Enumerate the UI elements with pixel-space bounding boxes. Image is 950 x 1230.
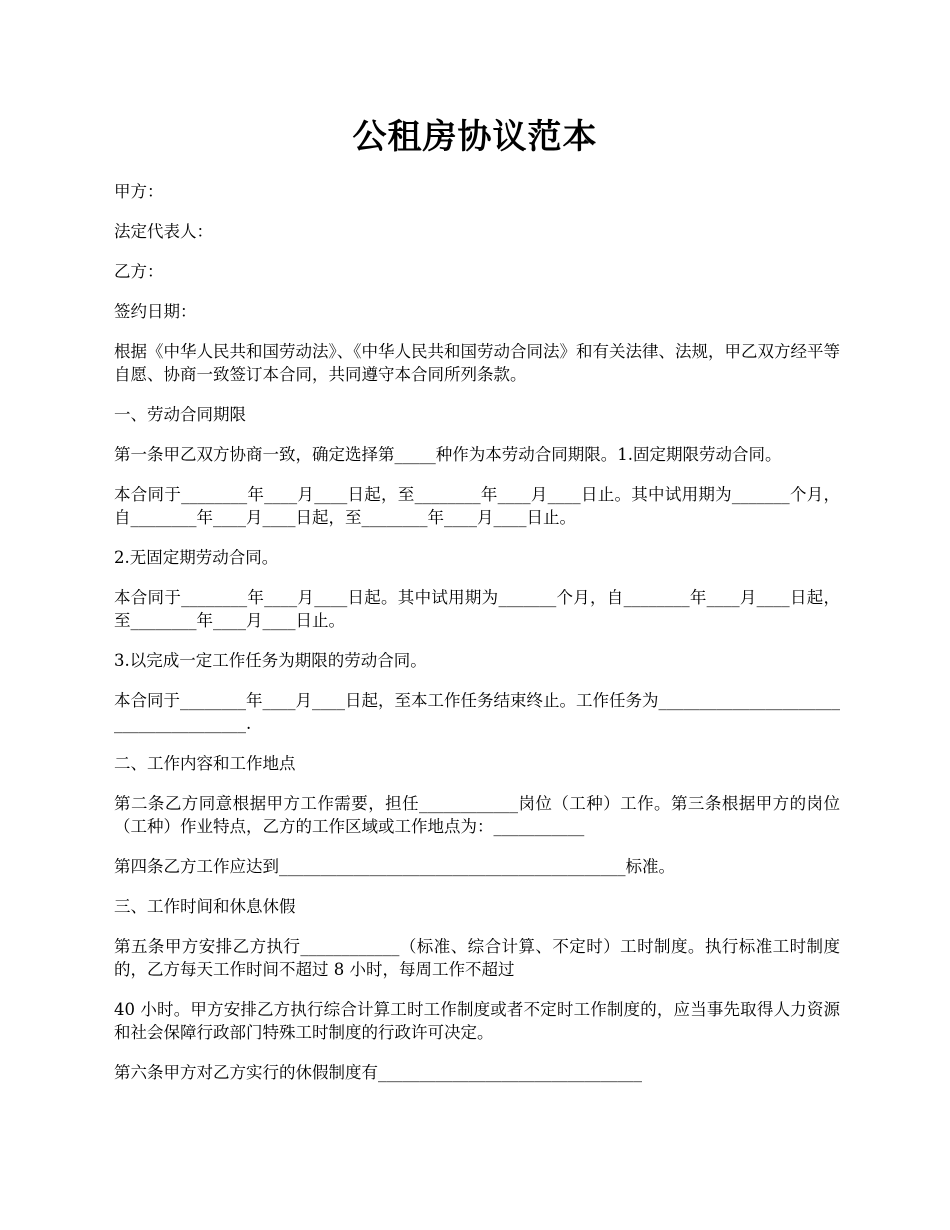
article-2-3-paragraph: 第二条乙方同意根据甲方工作需要，担任____________岗位（工种）工作。第三条根据甲方的岗位（工种）作业特点，乙方的工作区域或工作地点为：___________ — [114, 794, 840, 836]
signing-date-label: 签约日期： — [114, 302, 197, 321]
task-based-contract-heading: 3.以完成一定工作任务为期限的劳动合同。 — [114, 651, 427, 670]
open-ended-contract-heading: 2.无固定期劳动合同。 — [114, 548, 279, 567]
party-b-label: 乙方： — [114, 262, 164, 281]
article-6-paragraph: 第六条甲方对乙方实行的休假制度有________________________________ — [114, 1063, 642, 1082]
article-4-paragraph: 第四条乙方工作应达到__________________________________________标准。 — [114, 857, 675, 876]
article-1-paragraph: 第一条甲乙双方协商一致，确定选择第_____种作为本劳动合同期限。1.固定期限劳动合同。 — [114, 445, 782, 464]
document-body — [114, 180, 840, 1101]
article-5-paragraph: 第五条甲方安排乙方执行____________（标准、综合计算、不定时）工时制度。执行标准工时制度的，乙方每天工作时间不超过 8 小时，每周工作不超过 — [114, 937, 840, 979]
party-a-label: 甲方： — [114, 182, 164, 201]
section-heading-working-hours: 三、工作时间和休息休假 — [114, 897, 296, 916]
working-hours-continuation-paragraph: 40 小时。甲方安排乙方执行综合计算工时工作制度或者不定时工作制度的，应当事先取得人力资源和社会保障行政部门特殊工时制度的行政许可决定。 — [114, 1000, 840, 1042]
legal-representative-label: 法定代表人： — [114, 222, 213, 241]
open-ended-dates-paragraph: 本合同于________年____月____日起。其中试用期为_______个月，自________年____月____日起，至________年____月____日止。 — [114, 588, 840, 630]
preamble-paragraph: 根据《中华人民共和国劳动法》、《中华人民共和国劳动合同法》和有关法律、法规，甲乙双方经平等自愿、协商一致签订本合同，共同遵守本合同所列条款。 — [114, 342, 840, 384]
section-heading-contract-term: 一、劳动合同期限 — [114, 405, 246, 424]
section-heading-work-content: 二、工作内容和工作地点 — [114, 754, 296, 773]
document-title: 公租房协议范本 — [352, 117, 598, 157]
task-based-dates-paragraph: 本合同于________年____月____日起，至本工作任务结束终止。工作任务为______________________________________. — [114, 691, 840, 733]
fixed-term-dates-paragraph: 本合同于________年____月____日起，至________年____月____日止。其中试用期为_______个月，自________年____月____日起，至________年____月____日止。 — [114, 485, 840, 527]
